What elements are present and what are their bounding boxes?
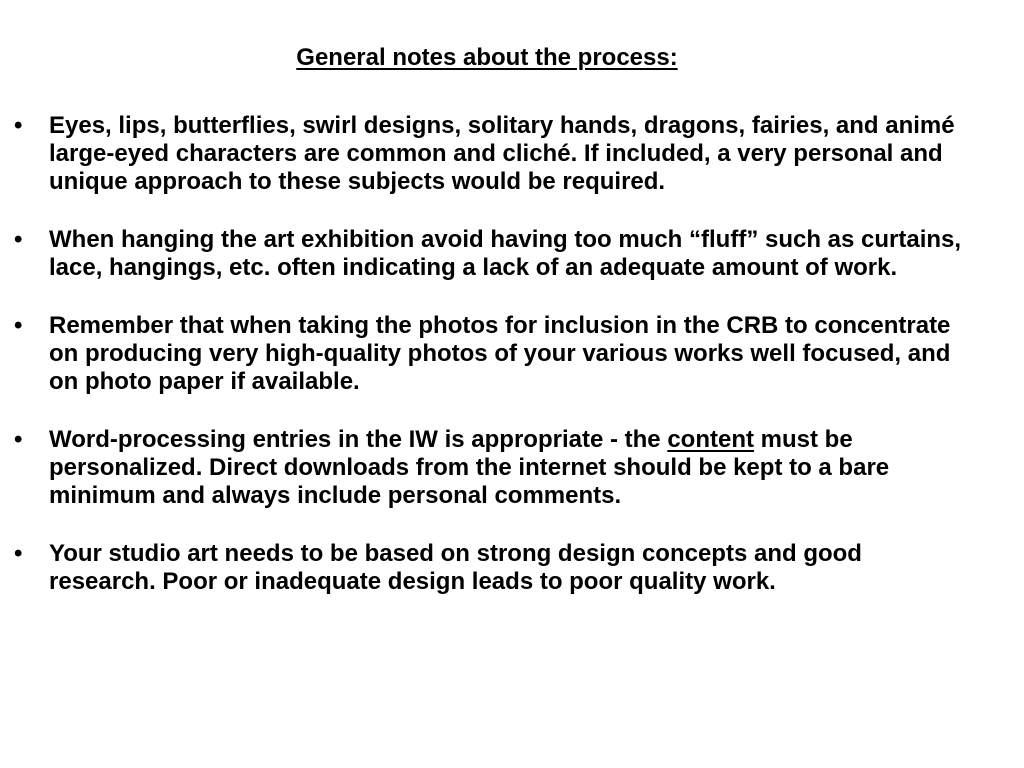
slide-title: General notes about the process: <box>296 44 678 71</box>
bullet-text: When hanging the art exhibition avoid having too much “fluff” such as curtains, lace, hangings, etc. often indicating a lack of an adequate amount of work. <box>49 226 962 281</box>
bullet-dot: • <box>14 312 23 339</box>
bullet-text: Your studio art needs to be based on strong design concepts and good research. Poor or inadequate design leads to poor quality work. <box>49 540 862 595</box>
bullet-dot: • <box>14 112 23 139</box>
bullet-text: Remember that when taking the photos for inclusion in the CRB to concentrate on producing very high-quality photos of your various works well focused, and on photo paper if available. <box>49 312 951 395</box>
bullet-text-before: Word-processing entries in the IW is appropriate - the <box>49 426 668 453</box>
bullet-text <box>49 426 889 509</box>
bullet-dot: • <box>14 426 23 453</box>
bullet-item-cliche-subjects <box>0 112 964 196</box>
bullet-item-word-processing <box>0 426 964 510</box>
bullet-list <box>0 112 1024 626</box>
underlined-word-content: content <box>667 426 754 453</box>
bullet-text-after: must be personalized. Direct downloads from the internet should be kept to a bare minimum and always include personal comments. <box>49 426 890 509</box>
bullet-text: Eyes, lips, butterflies, swirl designs, solitary hands, dragons, fairies, and animé large-eyed characters are common and cliché. If included, a very personal and unique approach to these subjects would be required. <box>49 112 955 195</box>
bullet-item-exhibition-fluff <box>0 226 964 282</box>
bullet-item-crb-photos <box>0 312 964 396</box>
bullet-dot: • <box>14 540 23 567</box>
bullet-item-design-concepts <box>0 540 964 596</box>
bullet-dot: • <box>14 226 23 253</box>
